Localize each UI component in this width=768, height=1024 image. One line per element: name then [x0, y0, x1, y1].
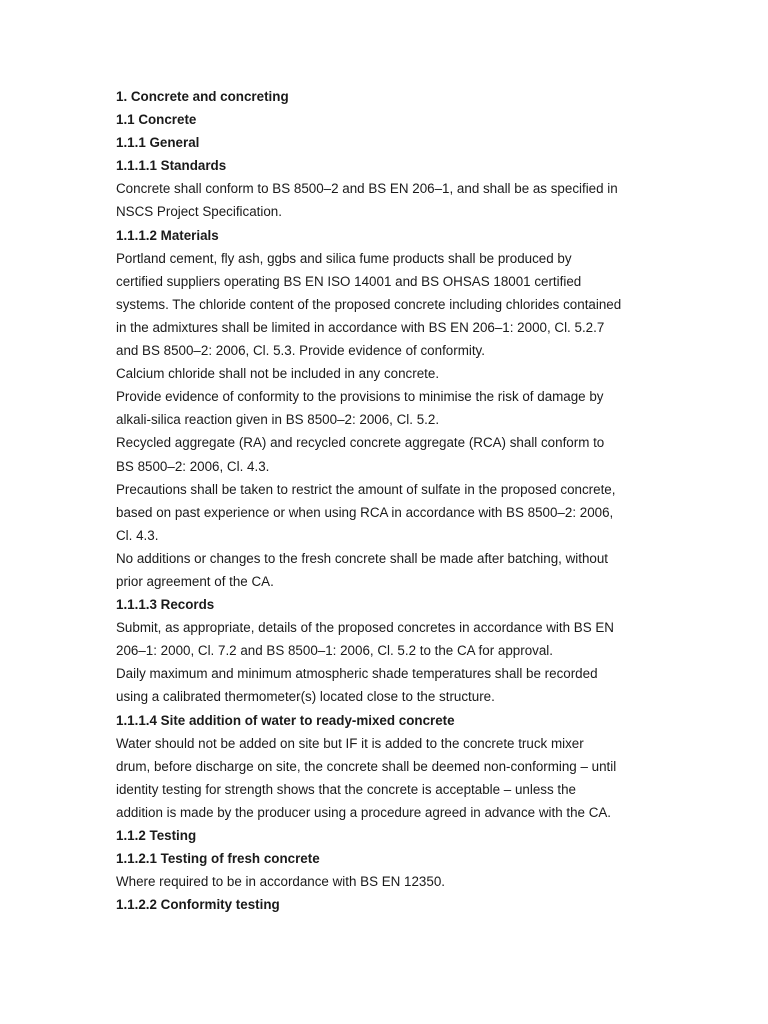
clause-heading: 1.1.1.1 Standards: [116, 158, 227, 174]
paragraph-line: Daily maximum and minimum atmospheric shade temperatures shall be recorded: [116, 666, 598, 682]
paragraph-line: addition is made by the producer using a procedure agreed in advance with the CA.: [116, 804, 612, 820]
clause-heading: 1.1.2.2 Conformity testing: [116, 897, 280, 913]
paragraph-line: Portland cement, fly ash, ggbs and silica fume products shall be produced by: [116, 250, 572, 266]
paragraph-line: Where required to be in accordance with BS EN 12350.: [116, 874, 445, 890]
paragraph-line: using a calibrated thermometer(s) located close to the structure.: [116, 689, 495, 705]
paragraph-line: Provide evidence of conformity to the provisions to minimise the risk of damage by: [116, 389, 604, 405]
clause-heading: 1.1.2.1 Testing of fresh concrete: [116, 851, 320, 867]
paragraph-line: NSCS Project Specification.: [116, 204, 282, 220]
paragraph-line: Calcium chloride shall not be included in any concrete.: [116, 366, 440, 382]
paragraph-line: Concrete shall conform to BS 8500–2 and BS EN 206–1, and shall be as specified in: [116, 181, 618, 197]
paragraph-line: based on past experience or when using RCA in accordance with BS 8500–2: 2006,: [116, 504, 614, 520]
paragraph-line: No additions or changes to the fresh concrete shall be made after batching, without: [116, 550, 609, 566]
paragraph-line: certified suppliers operating BS EN ISO 14001 and BS OHSAS 18001 certified: [116, 273, 582, 289]
paragraph-line: 206–1: 2000, Cl. 7.2 and BS 8500–1: 2006, Cl. 5.2 to the CA for approval.: [116, 643, 553, 659]
paragraph-line: Cl. 4.3.: [116, 527, 159, 543]
paragraph-line: identity testing for strength shows that the concrete is acceptable – unless the: [116, 781, 577, 797]
section-heading: 1. Concrete and concreting: [116, 89, 289, 104]
paragraph-line: drum, before discharge on site, the concrete shall be deemed non-conforming – until: [116, 758, 617, 774]
paragraph-line: Submit, as appropriate, details of the proposed concretes in accordance with BS EN: [116, 620, 614, 636]
clause-heading: 1.1.1.3 Records: [116, 597, 215, 613]
paragraph-line: Recycled aggregate (RA) and recycled concrete aggregate (RCA) shall conform to: [116, 435, 605, 451]
paragraph-line: in the admixtures shall be limited in accordance with BS EN 206–1: 2000, Cl. 5.2.7: [116, 319, 605, 335]
paragraph-line: Precautions shall be taken to restrict the amount of sulfate in the proposed concrete,: [116, 481, 616, 497]
clause-heading: 1.1.1.4 Site addition of water to ready-mixed concrete: [116, 712, 455, 728]
paragraph-line: BS 8500–2: 2006, Cl. 4.3.: [116, 458, 270, 474]
paragraph-line: systems. The chloride content of the proposed concrete including chlorides contained: [116, 296, 622, 312]
paragraph-line: alkali-silica reaction given in BS 8500–2: 2006, Cl. 5.2.: [116, 412, 440, 428]
paragraph-line: and BS 8500–2: 2006, Cl. 5.3. Provide evidence of conformity.: [116, 343, 485, 359]
clause-heading: 1.1.1.2 Materials: [116, 227, 219, 243]
subsection-heading: 1.1.2 Testing: [116, 828, 197, 843]
paragraph-line: Water should not be added on site but IF it is added to the concrete truck mixer: [116, 735, 584, 751]
paragraph-line: prior agreement of the CA.: [116, 573, 274, 589]
subsection-heading: 1.1.1 General: [116, 135, 200, 151]
document-page: [116, 85, 661, 916]
subsection-heading: 1.1 Concrete: [116, 112, 197, 128]
